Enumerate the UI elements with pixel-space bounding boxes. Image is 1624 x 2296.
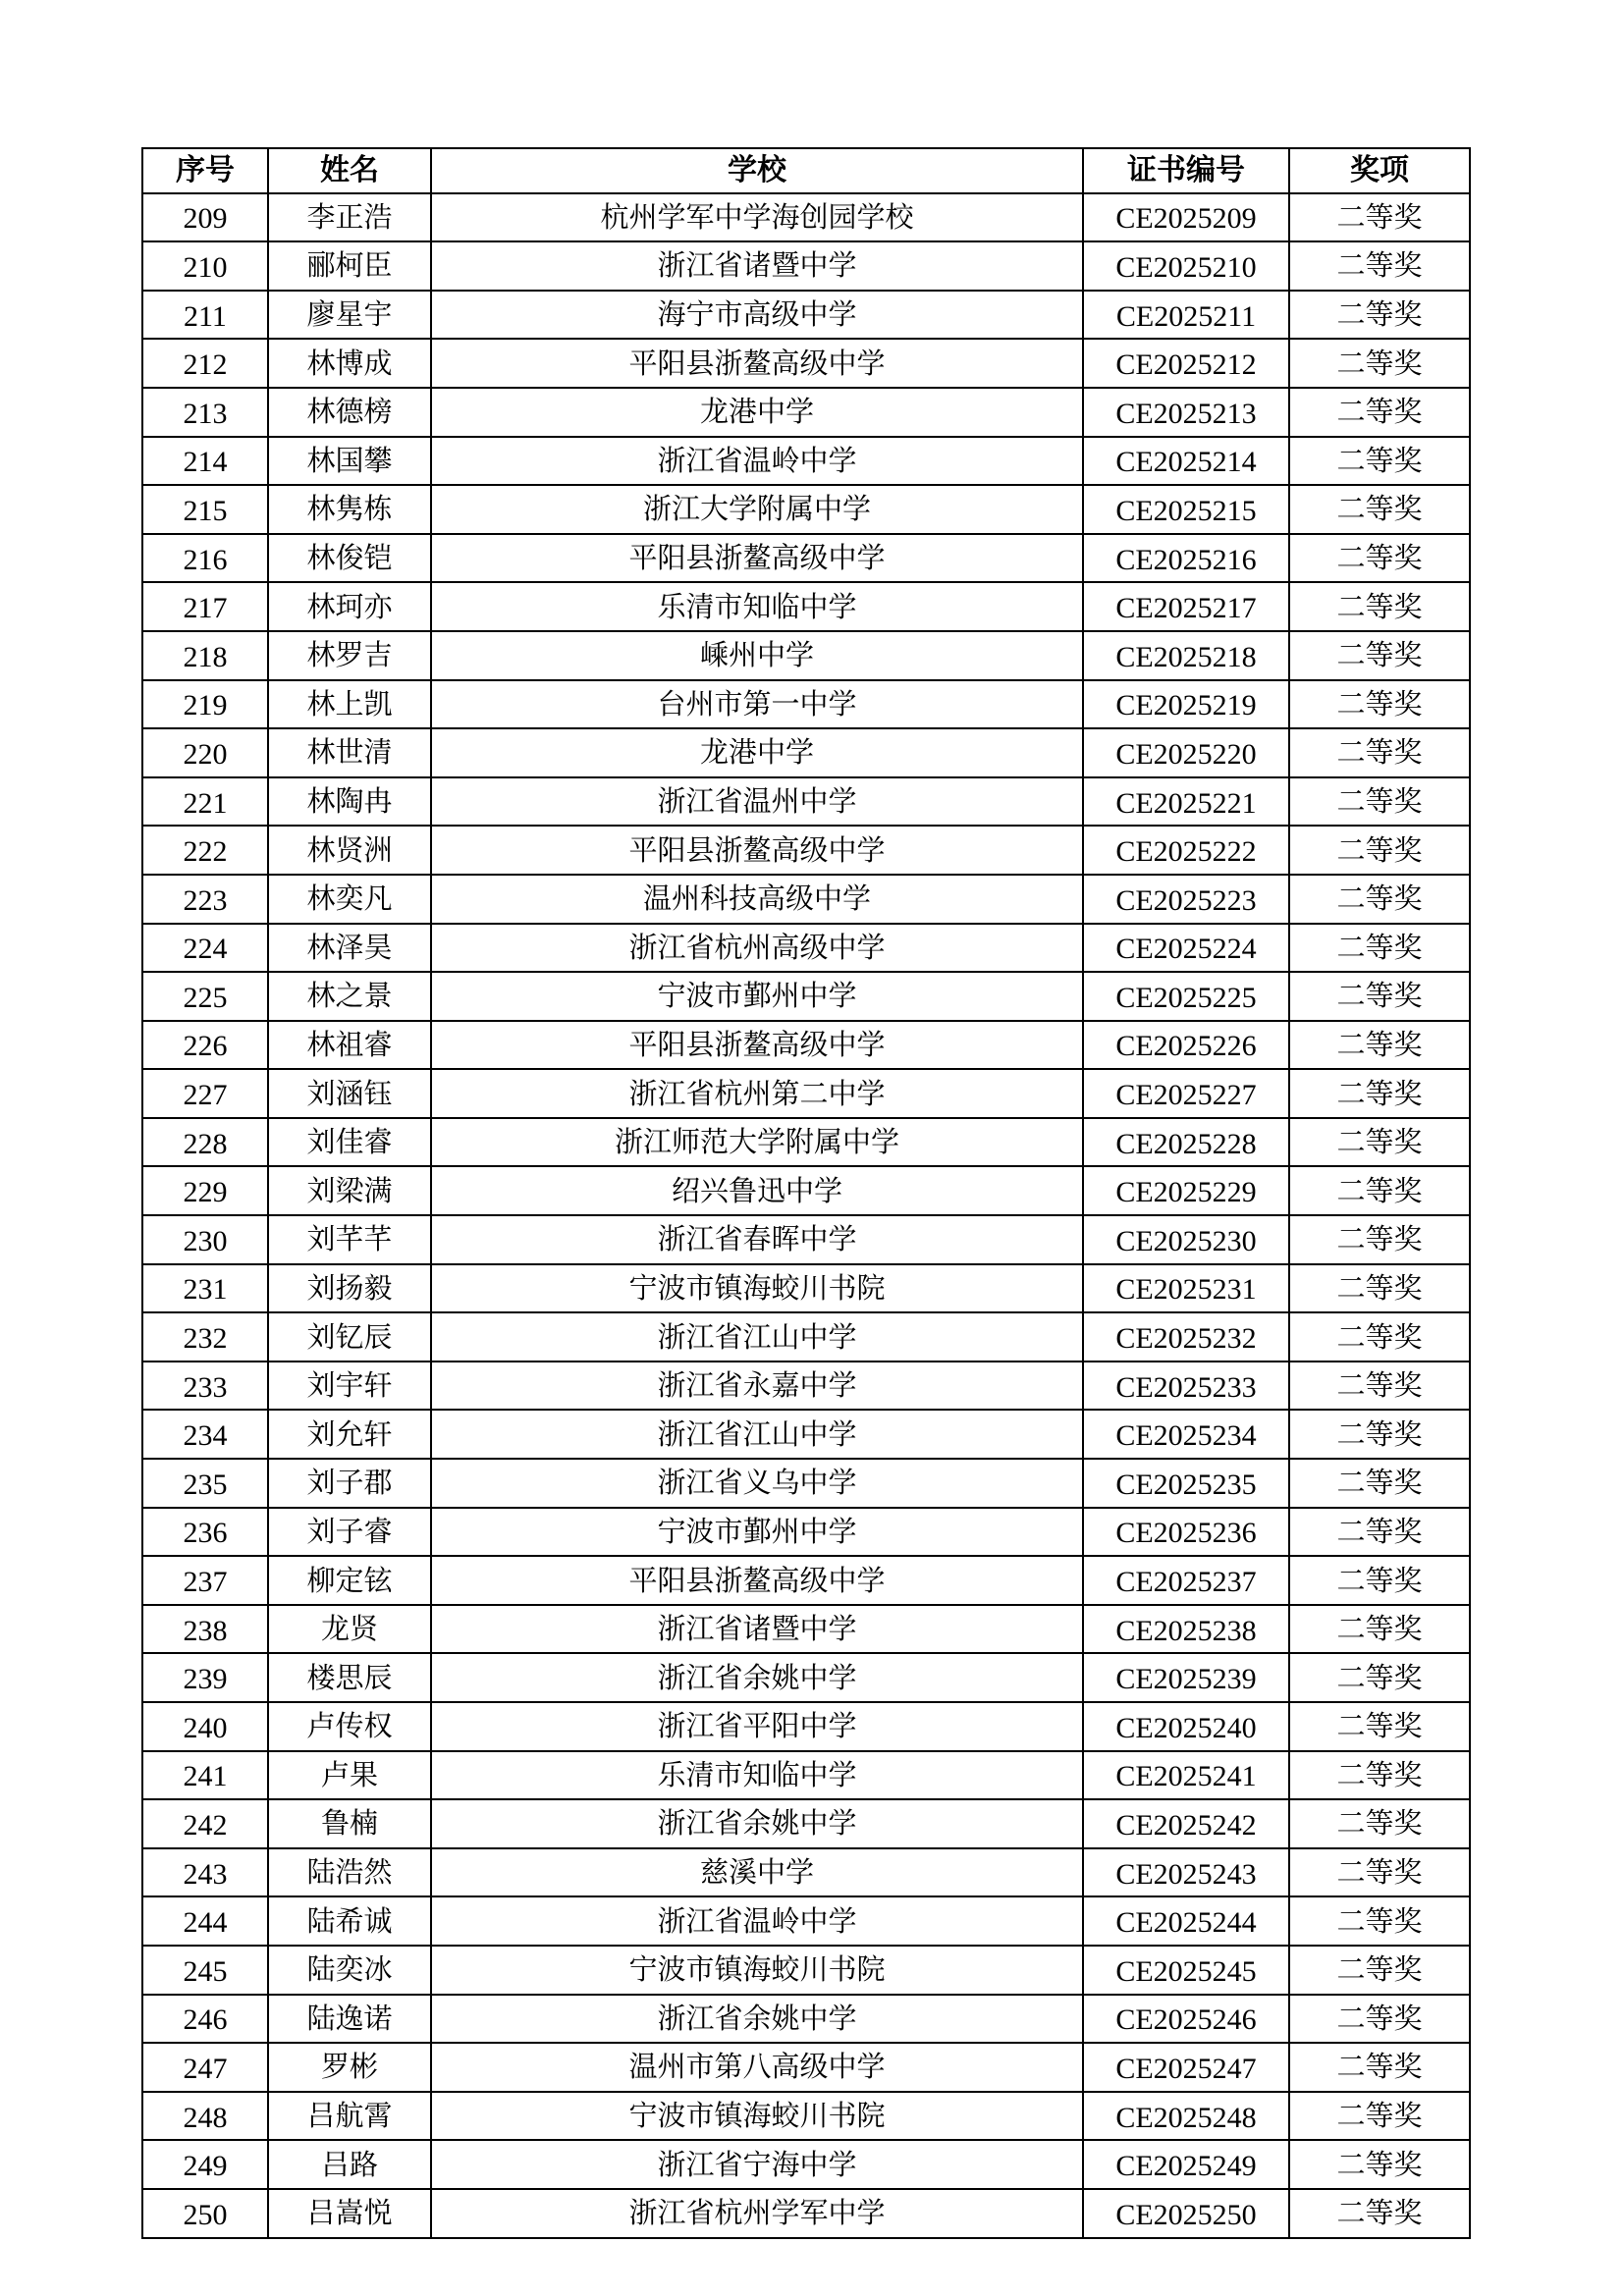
school-cell: 浙江省诸暨中学 [431,1605,1083,1654]
table-row [142,1508,1470,1557]
award-cell: 二等奖 [1289,1848,1470,1897]
serial-number-cell: 234 [142,1410,268,1459]
table-row [142,631,1470,680]
school-cell: 浙江省义乌中学 [431,1459,1083,1508]
name-cell: 卢果 [268,1751,431,1800]
certificate-number-cell: CE2025227 [1083,1069,1289,1118]
name-cell: 林奕凡 [268,875,431,924]
table-row [142,1751,1470,1800]
serial-number-cell: 211 [142,291,268,340]
award-cell: 二等奖 [1289,1896,1470,1946]
award-cell: 二等奖 [1289,875,1470,924]
serial-number-cell: 241 [142,1751,268,1800]
school-cell: 平阳县浙鳌高级中学 [431,1556,1083,1605]
school-cell: 浙江省余姚中学 [431,1653,1083,1702]
name-cell: 卢传权 [268,1702,431,1751]
award-cell: 二等奖 [1289,1069,1470,1118]
certificate-number-cell: CE2025224 [1083,924,1289,973]
name-cell: 林贤洲 [268,826,431,875]
serial-number-cell: 221 [142,777,268,827]
certificate-number-cell: CE2025231 [1083,1264,1289,1313]
certificate-number-cell: CE2025226 [1083,1021,1289,1070]
table-row [142,728,1470,777]
serial-number-cell: 213 [142,388,268,437]
table-row [142,1896,1470,1946]
table-body [142,193,1470,2238]
award-cell: 二等奖 [1289,1751,1470,1800]
award-cell: 二等奖 [1289,924,1470,973]
school-cell: 浙江大学附属中学 [431,485,1083,534]
serial-number-cell: 243 [142,1848,268,1897]
table-row [142,826,1470,875]
serial-number-cell: 242 [142,1799,268,1848]
table-row [142,582,1470,631]
name-cell: 龙贤 [268,1605,431,1654]
award-cell: 二等奖 [1289,1166,1470,1215]
award-cell: 二等奖 [1289,1362,1470,1411]
table-header [142,148,1470,193]
table-row [142,534,1470,583]
certificate-number-cell: CE2025248 [1083,2092,1289,2141]
certificate-number-cell: CE2025246 [1083,1995,1289,2044]
table-row [142,2043,1470,2092]
serial-number-cell: 238 [142,1605,268,1654]
certificate-number-cell: CE2025223 [1083,875,1289,924]
table-row [142,193,1470,242]
serial-number-cell: 229 [142,1166,268,1215]
name-cell: 林陶冉 [268,777,431,827]
certificate-number-cell: CE2025242 [1083,1799,1289,1848]
table-row [142,1946,1470,1995]
certificate-number-cell: CE2025211 [1083,291,1289,340]
serial-number-cell: 212 [142,339,268,388]
table-row [142,1995,1470,2044]
name-cell: 林德榜 [268,388,431,437]
award-cell: 二等奖 [1289,1946,1470,1995]
table-row [142,777,1470,827]
school-cell: 浙江省温州中学 [431,777,1083,827]
name-cell: 林隽栋 [268,485,431,534]
school-cell: 宁波市镇海蛟川书院 [431,2092,1083,2141]
award-cell: 二等奖 [1289,437,1470,486]
award-table [141,147,1471,2239]
name-cell: 林世清 [268,728,431,777]
table-row [142,2140,1470,2189]
table-row [142,1702,1470,1751]
school-cell: 乐清市知临中学 [431,1751,1083,1800]
serial-number-cell: 231 [142,1264,268,1313]
serial-number-cell: 247 [142,2043,268,2092]
certificate-number-cell: CE2025230 [1083,1215,1289,1264]
serial-number-cell: 245 [142,1946,268,1995]
award-cell: 二等奖 [1289,777,1470,827]
serial-number-cell: 226 [142,1021,268,1070]
school-cell: 浙江省温岭中学 [431,437,1083,486]
award-cell: 二等奖 [1289,972,1470,1021]
table-row [142,1459,1470,1508]
table-row [142,1653,1470,1702]
school-cell: 宁波市镇海蛟川书院 [431,1264,1083,1313]
certificate-number-cell: CE2025232 [1083,1312,1289,1362]
certificate-number-cell: CE2025237 [1083,1556,1289,1605]
name-cell: 陆逸诺 [268,1995,431,2044]
school-cell: 浙江省温岭中学 [431,1896,1083,1946]
name-cell: 刘允轩 [268,1410,431,1459]
certificate-number-cell: CE2025220 [1083,728,1289,777]
certificate-number-cell: CE2025245 [1083,1946,1289,1995]
name-cell: 林俊铠 [268,534,431,583]
table-row [142,924,1470,973]
table-row [142,388,1470,437]
award-cell: 二等奖 [1289,1264,1470,1313]
award-cell: 二等奖 [1289,291,1470,340]
name-cell: 吕航霄 [268,2092,431,2141]
award-cell: 二等奖 [1289,388,1470,437]
table-row [142,1410,1470,1459]
certificate-number-cell: CE2025216 [1083,534,1289,583]
school-cell: 浙江省春晖中学 [431,1215,1083,1264]
school-cell: 宁波市鄞州中学 [431,972,1083,1021]
certificate-number-cell: CE2025238 [1083,1605,1289,1654]
award-cell: 二等奖 [1289,2189,1470,2238]
table-row [142,1215,1470,1264]
serial-number-cell: 232 [142,1312,268,1362]
school-cell: 浙江省杭州第二中学 [431,1069,1083,1118]
certificate-number-cell: CE2025209 [1083,193,1289,242]
table-row [142,1848,1470,1897]
name-cell: 陆浩然 [268,1848,431,1897]
name-cell: 林珂亦 [268,582,431,631]
award-cell: 二等奖 [1289,1653,1470,1702]
header-row [142,148,1470,193]
award-cell: 二等奖 [1289,1459,1470,1508]
award-cell: 二等奖 [1289,534,1470,583]
award-cell: 二等奖 [1289,680,1470,729]
certificate-number-cell: CE2025247 [1083,2043,1289,2092]
school-cell: 浙江省江山中学 [431,1410,1083,1459]
serial-number-cell: 209 [142,193,268,242]
certificate-number-cell: CE2025214 [1083,437,1289,486]
serial-number-cell: 240 [142,1702,268,1751]
award-cell: 二等奖 [1289,1799,1470,1848]
name-cell: 陆希诚 [268,1896,431,1946]
certificate-number-cell: CE2025222 [1083,826,1289,875]
table-row [142,1362,1470,1411]
award-cell: 二等奖 [1289,485,1470,534]
name-cell: 刘扬毅 [268,1264,431,1313]
name-cell: 廖星宇 [268,291,431,340]
table-row [142,972,1470,1021]
table-row [142,1264,1470,1313]
name-cell: 刘佳睿 [268,1118,431,1167]
award-cell: 二等奖 [1289,339,1470,388]
award-cell: 二等奖 [1289,826,1470,875]
award-cell: 二等奖 [1289,1605,1470,1654]
award-cell: 二等奖 [1289,2043,1470,2092]
table-row [142,1799,1470,1848]
school-cell: 浙江师范大学附属中学 [431,1118,1083,1167]
certificate-number-cell: CE2025243 [1083,1848,1289,1897]
name-cell: 刘涵钰 [268,1069,431,1118]
serial-number-cell: 235 [142,1459,268,1508]
certificate-number-cell: CE2025217 [1083,582,1289,631]
table-row [142,680,1470,729]
table-row [142,291,1470,340]
serial-number-cell: 223 [142,875,268,924]
school-cell: 平阳县浙鳌高级中学 [431,1021,1083,1070]
serial-number-cell: 244 [142,1896,268,1946]
certificate-number-cell: CE2025219 [1083,680,1289,729]
award-cell: 二等奖 [1289,1995,1470,2044]
school-cell: 平阳县浙鳌高级中学 [431,339,1083,388]
school-cell: 龙港中学 [431,388,1083,437]
school-cell: 乐清市知临中学 [431,582,1083,631]
name-cell: 吕路 [268,2140,431,2189]
serial-number-cell: 246 [142,1995,268,2044]
certificate-number-cell: CE2025241 [1083,1751,1289,1800]
award-cell: 二等奖 [1289,2140,1470,2189]
serial-number-cell: 230 [142,1215,268,1264]
table-row [142,1556,1470,1605]
school-cell: 慈溪中学 [431,1848,1083,1897]
table-row [142,875,1470,924]
name-cell: 柳定铉 [268,1556,431,1605]
table-row [142,1605,1470,1654]
school-cell: 龙港中学 [431,728,1083,777]
serial-number-cell: 219 [142,680,268,729]
award-cell: 二等奖 [1289,1556,1470,1605]
serial-number-cell: 228 [142,1118,268,1167]
serial-number-cell: 215 [142,485,268,534]
serial-number-cell: 237 [142,1556,268,1605]
certificate-number-cell: CE2025221 [1083,777,1289,827]
school-cell: 杭州学军中学海创园学校 [431,193,1083,242]
serial-number-cell: 214 [142,437,268,486]
school-cell: 温州市第八高级中学 [431,2043,1083,2092]
award-cell: 二等奖 [1289,582,1470,631]
award-cell: 二等奖 [1289,631,1470,680]
certificate-number-cell: CE2025249 [1083,2140,1289,2189]
school-cell: 浙江省杭州高级中学 [431,924,1083,973]
certificate-number-cell: CE2025229 [1083,1166,1289,1215]
award-cell: 二等奖 [1289,1702,1470,1751]
award-cell: 二等奖 [1289,1508,1470,1557]
award-cell: 二等奖 [1289,193,1470,242]
award-cell: 二等奖 [1289,1312,1470,1362]
school-cell: 台州市第一中学 [431,680,1083,729]
serial-number-cell: 249 [142,2140,268,2189]
header-award: 奖项 [1289,148,1470,193]
certificate-number-cell: CE2025233 [1083,1362,1289,1411]
certificate-number-cell: CE2025250 [1083,2189,1289,2238]
serial-number-cell: 248 [142,2092,268,2141]
award-cell: 二等奖 [1289,1215,1470,1264]
school-cell: 嵊州中学 [431,631,1083,680]
name-cell: 刘子郡 [268,1459,431,1508]
certificate-number-cell: CE2025235 [1083,1459,1289,1508]
name-cell: 李正浩 [268,193,431,242]
certificate-number-cell: CE2025244 [1083,1896,1289,1946]
name-cell: 林祖睿 [268,1021,431,1070]
serial-number-cell: 225 [142,972,268,1021]
name-cell: 林罗吉 [268,631,431,680]
header-certificate-number: 证书编号 [1083,148,1289,193]
name-cell: 陆奕冰 [268,1946,431,1995]
award-cell: 二等奖 [1289,1410,1470,1459]
name-cell: 林上凯 [268,680,431,729]
name-cell: 林泽昊 [268,924,431,973]
table-row [142,1166,1470,1215]
name-cell: 刘宇轩 [268,1362,431,1411]
certificate-number-cell: CE2025215 [1083,485,1289,534]
table-row [142,339,1470,388]
serial-number-cell: 227 [142,1069,268,1118]
serial-number-cell: 224 [142,924,268,973]
name-cell: 刘子睿 [268,1508,431,1557]
school-cell: 宁波市镇海蛟川书院 [431,1946,1083,1995]
school-cell: 绍兴鲁迅中学 [431,1166,1083,1215]
serial-number-cell: 220 [142,728,268,777]
header-school: 学校 [431,148,1083,193]
serial-number-cell: 239 [142,1653,268,1702]
school-cell: 浙江省平阳中学 [431,1702,1083,1751]
name-cell: 刘钇辰 [268,1312,431,1362]
certificate-number-cell: CE2025228 [1083,1118,1289,1167]
table-row [142,1021,1470,1070]
school-cell: 宁波市鄞州中学 [431,1508,1083,1557]
award-cell: 二等奖 [1289,1118,1470,1167]
certificate-number-cell: CE2025212 [1083,339,1289,388]
name-cell: 林博成 [268,339,431,388]
table-row [142,241,1470,291]
table-row [142,2189,1470,2238]
name-cell: 鲁楠 [268,1799,431,1848]
table-row [142,1312,1470,1362]
award-cell: 二等奖 [1289,2092,1470,2141]
table-row [142,1069,1470,1118]
name-cell: 林国攀 [268,437,431,486]
certificate-number-cell: CE2025234 [1083,1410,1289,1459]
table-row [142,1118,1470,1167]
table-row [142,2092,1470,2141]
serial-number-cell: 216 [142,534,268,583]
serial-number-cell: 236 [142,1508,268,1557]
school-cell: 浙江省江山中学 [431,1312,1083,1362]
header-name: 姓名 [268,148,431,193]
name-cell: 楼思辰 [268,1653,431,1702]
school-cell: 浙江省永嘉中学 [431,1362,1083,1411]
serial-number-cell: 250 [142,2189,268,2238]
serial-number-cell: 217 [142,582,268,631]
certificate-number-cell: CE2025210 [1083,241,1289,291]
award-cell: 二等奖 [1289,1021,1470,1070]
certificate-number-cell: CE2025236 [1083,1508,1289,1557]
school-cell: 海宁市高级中学 [431,291,1083,340]
name-cell: 林之景 [268,972,431,1021]
school-cell: 温州科技高级中学 [431,875,1083,924]
certificate-number-cell: CE2025218 [1083,631,1289,680]
school-cell: 浙江省诸暨中学 [431,241,1083,291]
school-cell: 浙江省杭州学军中学 [431,2189,1083,2238]
school-cell: 平阳县浙鳌高级中学 [431,534,1083,583]
name-cell: 刘芊芊 [268,1215,431,1264]
name-cell: 刘梁满 [268,1166,431,1215]
name-cell: 罗彬 [268,2043,431,2092]
school-cell: 浙江省余姚中学 [431,1799,1083,1848]
serial-number-cell: 218 [142,631,268,680]
table-row [142,437,1470,486]
school-cell: 平阳县浙鳌高级中学 [431,826,1083,875]
certificate-number-cell: CE2025213 [1083,388,1289,437]
serial-number-cell: 222 [142,826,268,875]
certificate-number-cell: CE2025225 [1083,972,1289,1021]
award-cell: 二等奖 [1289,241,1470,291]
school-cell: 浙江省宁海中学 [431,2140,1083,2189]
school-cell: 浙江省余姚中学 [431,1995,1083,2044]
table-row [142,485,1470,534]
award-cell: 二等奖 [1289,728,1470,777]
serial-number-cell: 233 [142,1362,268,1411]
certificate-number-cell: CE2025240 [1083,1702,1289,1751]
header-serial-number: 序号 [142,148,268,193]
certificate-number-cell: CE2025239 [1083,1653,1289,1702]
serial-number-cell: 210 [142,241,268,291]
name-cell: 郦柯臣 [268,241,431,291]
name-cell: 吕嵩悦 [268,2189,431,2238]
